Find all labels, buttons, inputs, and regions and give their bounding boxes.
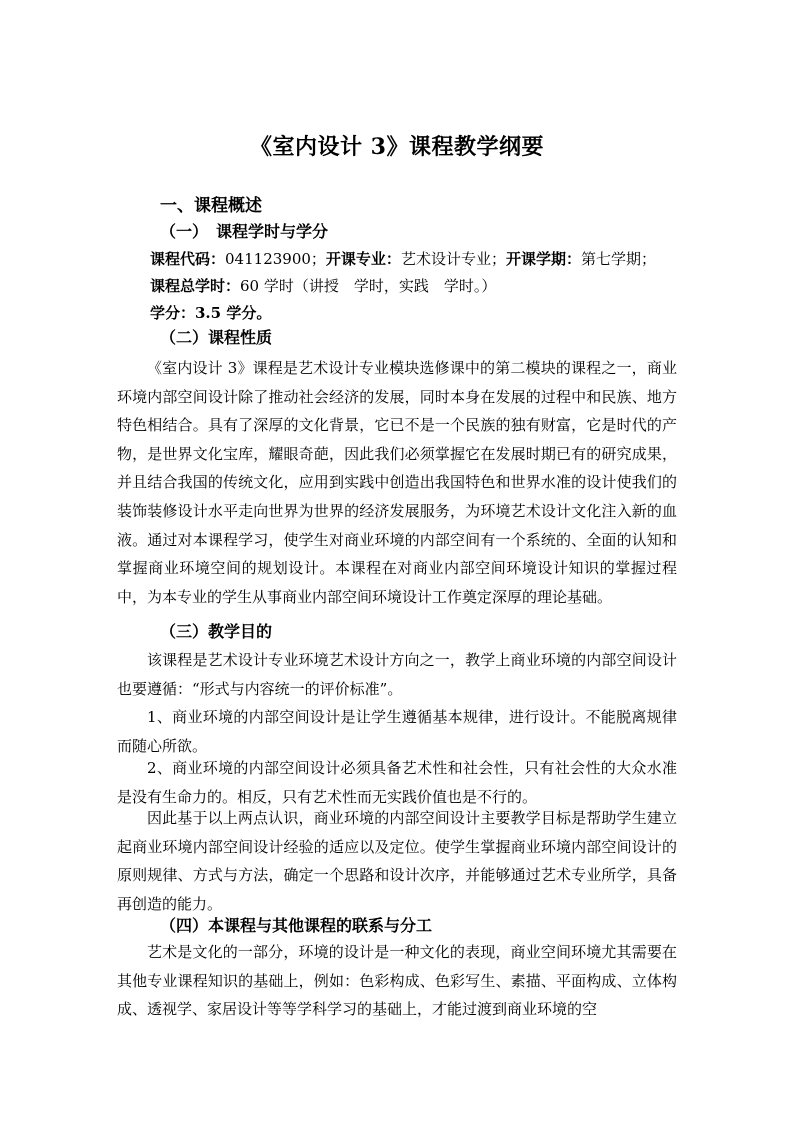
paragraph-goal-1: 1、商业环境的内部空间设计是让学生遵循基本规律，进行设计。不能脱离规律而随心所欲。 <box>117 708 677 755</box>
total-hours-label: 课程总学时： <box>150 277 241 295</box>
subsection-heading-goals: （三）教学目的 <box>160 622 273 641</box>
paragraph-course-nature: 《室内设计 3》课程是艺术设计专业模块选修课中的第二模块的课程之一，商业环境内部空间设计除了推动社会经济的发展，同时本身在发展的过程中和民族、地方特色相结合。具有了深厚的文化背景，它已不是一个民族的独有财富，它是时代的产物，是世界文化宝库，耀眼奇葩，因此我们必须掌握它在发展时期已有的研究成果，并且结合我国的传统文化，应用到实践中创造出我国特色和世界水准的设计使我们的装饰装修设计水平走向世界为世界的经济发展服务，为环境艺术设计文化注入新的血液。通过对本课程学习，使学生对商业环境的内部空间有一个系统的、全面的认知和掌握商业环境空间的规划设计。本课程在对商业内部空间环境设计知识的掌握过程中，为本专业的学生从事商业内部空间环境设计工作奠定深厚的理论基础。 <box>117 359 677 606</box>
credit-line: 学分：3.5 学分。 <box>150 304 272 322</box>
term-value: 第七学期； <box>580 250 656 268</box>
course-info-line <box>150 245 710 273</box>
major-label: 开课专业： <box>325 250 401 268</box>
total-hours-line <box>150 272 710 300</box>
paragraph-goal-intro: 该课程是艺术设计专业环境艺术设计方向之一，教学上商业环境的内部空间设计也要遵循：“形式与内容统一的评价标准”。 <box>117 651 677 698</box>
paragraph-goal-2: 2、商业环境的内部空间设计必须具备艺术性和社会性，只有社会性的大众水准是没有生命力的。相反，只有艺术性而无实践价值也是不行的。 <box>117 759 677 806</box>
course-code-value: 041123900； <box>225 250 326 268</box>
subsection-heading-nature: （二）课程性质 <box>160 328 273 347</box>
document-title: 《室内设计 3》课程教学纲要 <box>250 134 544 160</box>
course-code-label: 课程代码： <box>150 250 226 268</box>
subsection-heading-relations: （四）本课程与其他课程的联系与分工 <box>160 916 433 935</box>
subsection-heading-hours-credits: （一） 课程学时与学分 <box>160 222 329 241</box>
total-hours-value: 60 学时（讲授 学时，实践 学时。） <box>240 277 497 295</box>
paragraph-goal-summary: 因此基于以上两点认识，商业环境的内部空间设计主要教学目标是帮助学生建立起商业环境内部空间设计经验的适应以及定位。使学生掌握商业环境内部空间设计的原则规律、方式与方法，确定一个思路和设计次序，并能够通过艺术专业所学，具备再创造的能力。 <box>117 809 677 913</box>
term-label: 开课学期： <box>505 250 581 268</box>
paragraph-course-relations: 艺术是文化的一部分，环境的设计是一种文化的表现，商业空间环境尤其需要在其他专业课程知识的基础上，例如：色彩构成、色彩写生、素描、平面构成、立体构成、透视学、家居设计等等学科学习的基础上，才能过渡到商业环境的空 <box>117 943 677 1019</box>
major-value: 艺术设计专业； <box>400 250 506 268</box>
section-heading-overview: 一、课程概述 <box>160 196 262 216</box>
